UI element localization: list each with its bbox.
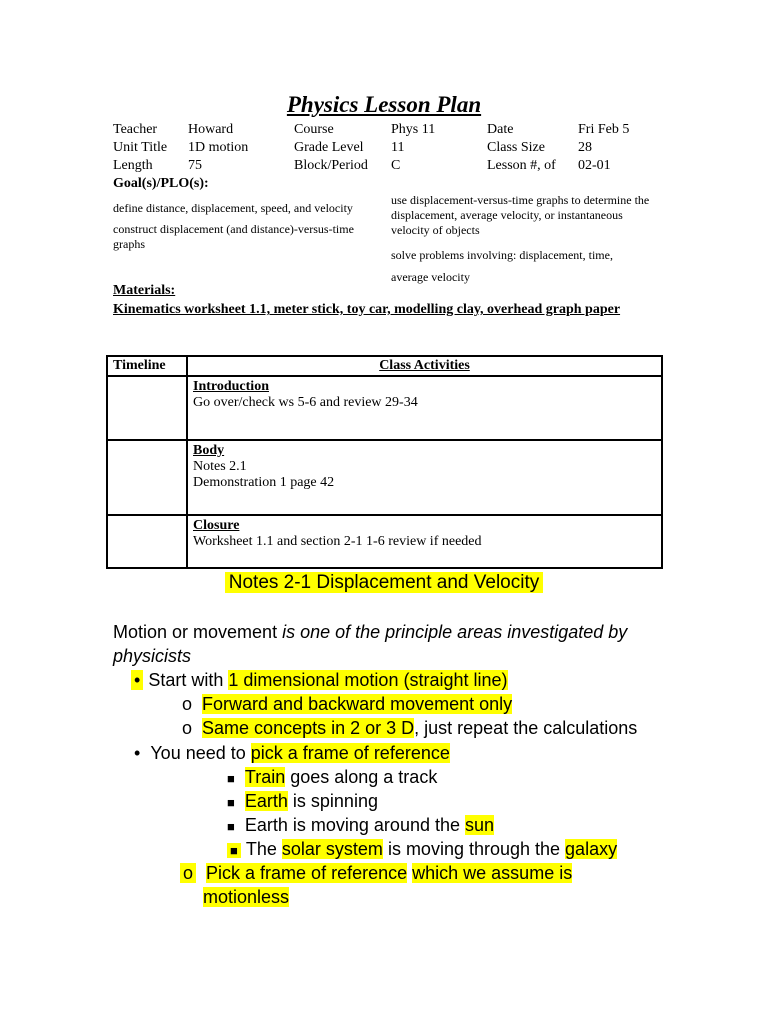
b2-text: You need to: [150, 743, 251, 763]
length-value: 75: [188, 158, 202, 173]
square-bullet-1: [227, 765, 437, 791]
s2-highlight: Earth: [244, 791, 288, 811]
s4-text-mid: is moving through the: [382, 839, 566, 859]
grade-value: 11: [391, 140, 405, 155]
intro-italic: is one of the principle areas investigated by: [282, 622, 628, 642]
activities-table: [106, 355, 663, 569]
activity-cell: [187, 440, 662, 515]
block-value: C: [391, 158, 401, 173]
notes-title: [0, 572, 768, 594]
circle-bullet-icon: o: [182, 694, 193, 714]
date-label: Date: [487, 122, 514, 137]
b3-highlight-2: which we assume is: [412, 863, 573, 883]
s3-highlight: sun: [465, 815, 495, 835]
bullet-1: [131, 668, 508, 692]
circle-bullet-icon: o: [182, 718, 193, 738]
s4-highlight-1: solar system: [281, 839, 383, 859]
sub-bullet-1a: [182, 692, 512, 716]
lesson-value: 02-01: [578, 158, 611, 173]
b3-highlight-3: motionless: [203, 887, 290, 907]
b1-highlight: 1 dimensional motion (straight line): [228, 670, 508, 690]
introduction-heading: Introduction: [193, 379, 269, 394]
body-heading: Body: [193, 443, 225, 458]
course-label: Course: [294, 122, 334, 137]
unit-label: Unit Title: [113, 140, 168, 155]
square-bullet-icon: ■: [227, 771, 235, 786]
s4-highlight-2: galaxy: [565, 839, 618, 859]
materials-text: Kinematics worksheet 1.1, meter stick, toy car, modelling clay, overhead graph paper: [113, 302, 621, 317]
block-label: Block/Period: [294, 158, 368, 173]
b1-text: Start with: [148, 670, 229, 690]
activity-row: [107, 440, 662, 515]
length-label: Length: [113, 158, 153, 173]
square-bullet-icon: ■: [227, 843, 241, 858]
grade-label: Grade Level: [294, 140, 364, 155]
square-bullet-2: [227, 789, 378, 815]
date-value: Fri Feb 5: [578, 122, 630, 137]
square-bullet-icon: ■: [227, 819, 235, 834]
activity-cell: [187, 515, 662, 568]
notes-title-text: Notes 2-1 Displacement and Velocity: [225, 572, 544, 593]
intro-line-2: [113, 644, 191, 668]
square-bullet-3: [227, 813, 494, 839]
introduction-line: Go over/check ws 5-6 and review 29-34: [193, 395, 418, 410]
class-size-label: Class Size: [487, 140, 545, 155]
sub-bullet-1b: [182, 716, 637, 740]
square-bullet-icon: ■: [227, 795, 235, 810]
activity-cell: [187, 376, 662, 440]
body-line-2: Demonstration 1 page 42: [193, 475, 335, 490]
materials-heading: Materials:: [113, 283, 176, 298]
sub-bullet-3-cont: [203, 885, 289, 909]
closure-line: Worksheet 1.1 and section 2-1 1-6 review if needed: [193, 534, 482, 549]
class-size-value: 28: [578, 140, 592, 155]
goal-right-1: use displacement-versus-time graphs to determine the displacement, average velocity, or instantaneous velocity of objects: [391, 193, 650, 237]
b3-highlight-1: Pick a frame of reference: [206, 863, 408, 883]
teacher-label: Teacher: [113, 122, 158, 137]
page-title: Physics Lesson Plan: [286, 92, 482, 117]
timeline-header: Timeline: [107, 356, 187, 376]
closure-heading: Closure: [193, 518, 240, 533]
bullet-dot-icon: •: [134, 743, 141, 763]
square-bullet-4: [227, 837, 617, 863]
b1b-highlight: Same concepts in 2 or 3 D: [202, 718, 415, 738]
bullet-dot-icon: •: [131, 670, 143, 690]
s4-text: The: [245, 839, 282, 859]
activity-row: [107, 515, 662, 568]
teacher-value: Howard: [188, 122, 234, 137]
class-activities-header: Class Activities: [187, 356, 662, 376]
activity-row: [107, 376, 662, 440]
body-line-1: Notes 2.1: [193, 459, 247, 474]
s1-highlight: Train: [244, 767, 286, 787]
goals-heading: Goal(s)/PLO(s):: [113, 176, 209, 191]
timeline-cell: [107, 515, 187, 568]
s3-text: Earth is moving around the: [244, 815, 465, 835]
unit-value: 1D motion: [188, 140, 249, 155]
timeline-cell: [107, 376, 187, 440]
course-value: Phys 11: [391, 122, 436, 137]
intro-italic-2: physicists: [113, 646, 192, 666]
b1b-text: , just repeat the calculations: [414, 718, 638, 738]
goal-right-2: solve problems involving: displacement, time, average velocity: [391, 248, 613, 284]
circle-bullet-icon: o: [180, 863, 196, 883]
intro-plain: Motion or movement: [113, 622, 283, 642]
b1a-highlight: Forward and backward movement only: [202, 694, 513, 714]
intro-line-1: [113, 620, 627, 644]
s1-text: goes along a track: [285, 767, 438, 787]
b2-highlight: pick a frame of reference: [250, 743, 450, 763]
sub-bullet-3: [180, 861, 572, 885]
s2-text: is spinning: [287, 791, 378, 811]
lesson-label: Lesson #, of: [487, 158, 556, 173]
goal-left-1: define distance, displacement, speed, and velocity: [113, 201, 353, 215]
timeline-cell: [107, 440, 187, 515]
goal-left-2: construct displacement (and distance)-versus-time graphs: [113, 222, 354, 251]
bullet-2: [134, 741, 450, 765]
